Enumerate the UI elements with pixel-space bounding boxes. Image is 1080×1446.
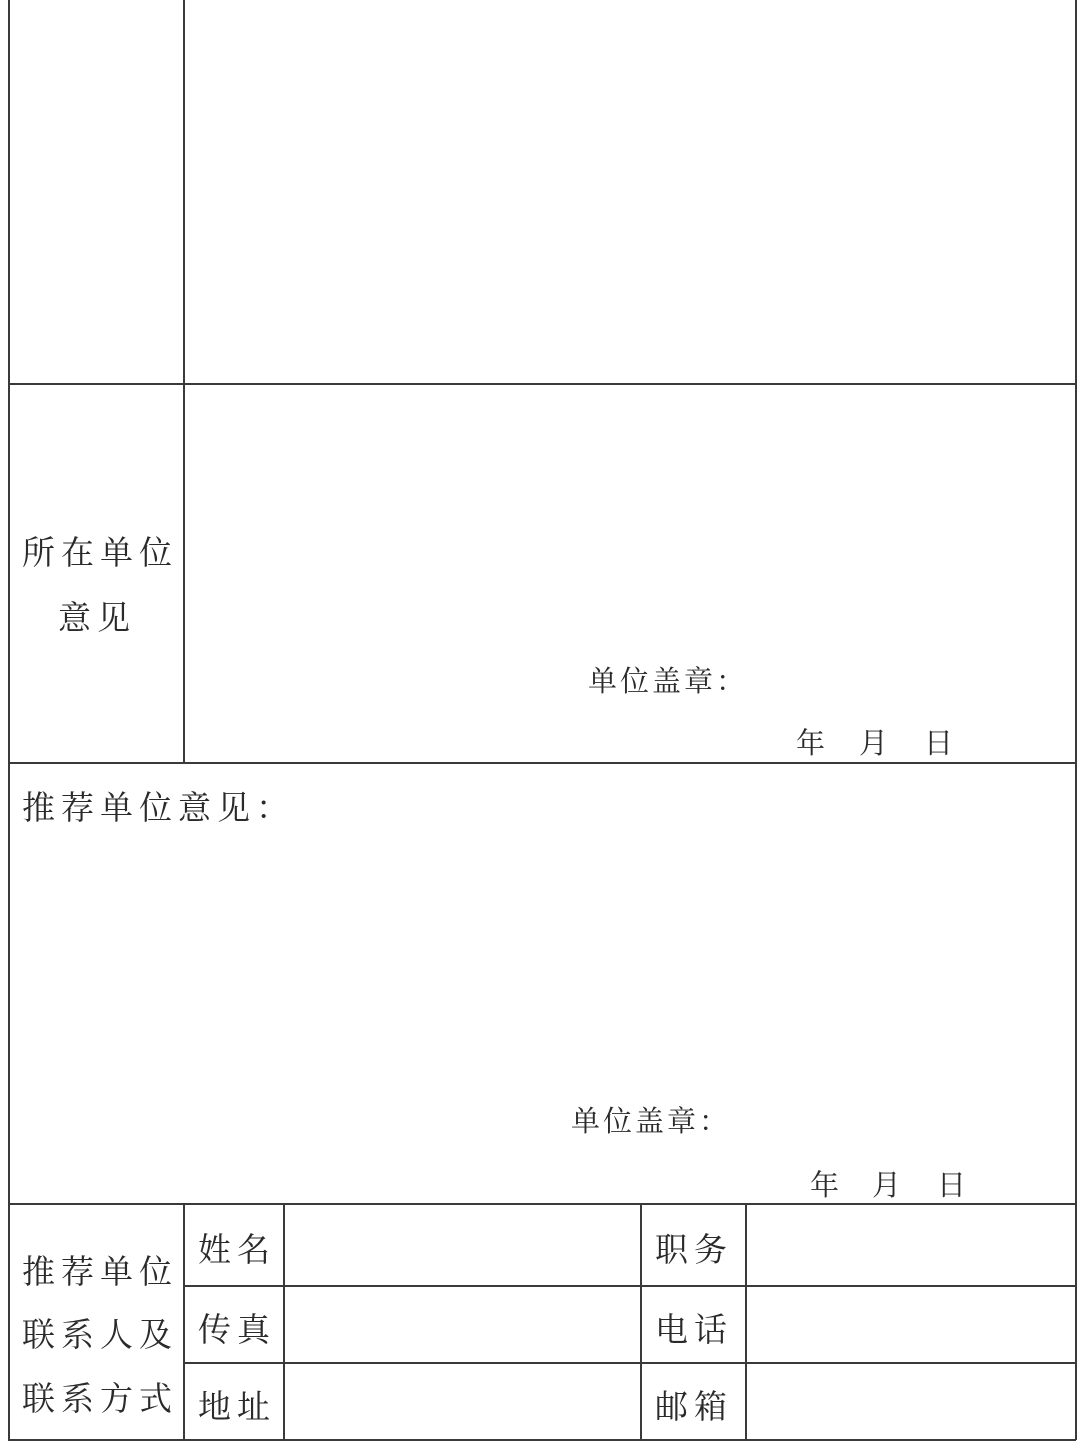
contact-label-line1: 推荐单位 (22, 1252, 178, 1291)
contact-field-divider (640, 1203, 642, 1440)
contact-label-divider (183, 1203, 185, 1440)
recommend-opinion-label: 推荐单位意见： (22, 788, 295, 827)
fax-input-cell[interactable] (285, 1287, 639, 1361)
title-input-cell[interactable] (747, 1205, 1074, 1284)
row-divider (8, 762, 1076, 764)
email-input-cell[interactable] (747, 1364, 1074, 1438)
unit-date-day: 日 (924, 726, 957, 760)
unit-opinion-label-line2: 意见 (58, 598, 136, 637)
unit-opinion-cell[interactable] (185, 385, 1074, 761)
unit-opinion-label-line1: 所在单位 (22, 533, 178, 572)
address-input-cell[interactable] (285, 1364, 639, 1438)
contact-label-line3: 联系方式 (22, 1379, 178, 1418)
name-input-cell[interactable] (285, 1205, 639, 1284)
unit-date-month: 月 (859, 726, 892, 760)
recommend-stamp-label: 单位盖章： (571, 1104, 732, 1138)
recommend-date-year: 年 (810, 1168, 843, 1202)
unit-date-year: 年 (796, 726, 829, 760)
address-field-label: 地址 (198, 1387, 276, 1426)
table-border-right (1075, 0, 1077, 1440)
email-field-label: 邮箱 (655, 1387, 733, 1426)
recommend-date-day: 日 (937, 1168, 970, 1202)
phone-field-label: 电话 (655, 1310, 733, 1349)
contact-label-line2: 联系人及 (22, 1315, 178, 1354)
name-field-label: 姓名 (198, 1230, 276, 1269)
fax-field-label: 传真 (198, 1310, 276, 1349)
recommend-date-month: 月 (872, 1168, 905, 1202)
top-content-cell[interactable] (185, 0, 1074, 382)
unit-stamp-label: 单位盖章： (588, 664, 749, 698)
table-border-bottom (8, 1439, 1076, 1441)
phone-input-cell[interactable] (747, 1287, 1074, 1361)
recommend-opinion-cell[interactable] (10, 830, 1074, 1202)
title-field-label: 职务 (655, 1230, 733, 1269)
table-border-left (8, 0, 10, 1440)
